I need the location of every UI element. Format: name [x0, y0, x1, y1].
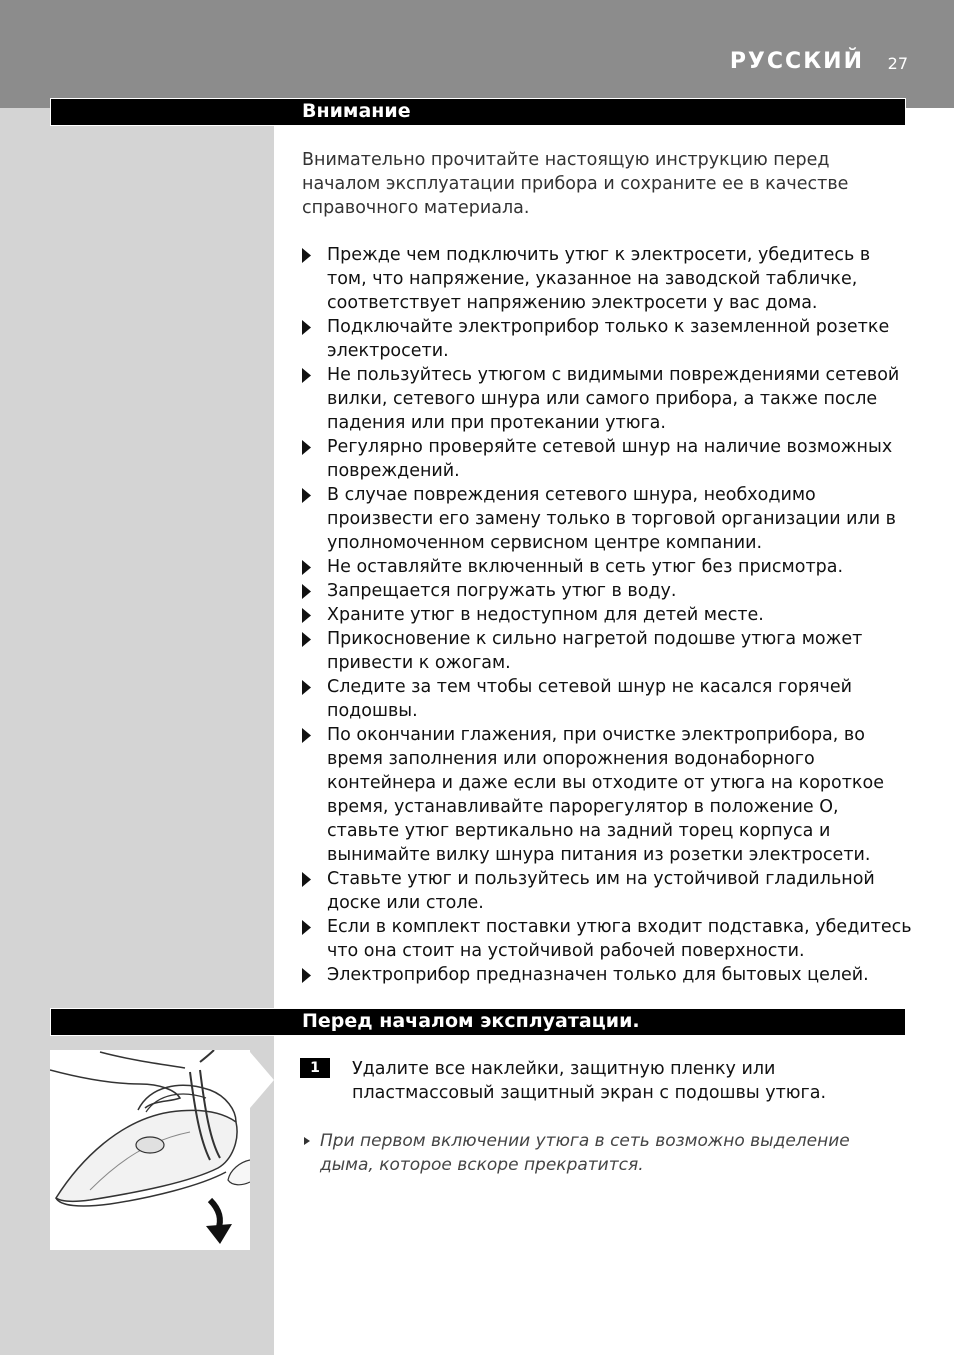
bullet-icon [302, 440, 311, 455]
warnings-list [300, 243, 912, 987]
bullet-icon [302, 608, 311, 623]
bullet-icon [302, 488, 311, 503]
illustration-pointer [250, 1052, 274, 1108]
page-number: 27 [887, 54, 908, 73]
list-item: Регулярно проверяйте сетевой шнур на наличие возможных повреждений. [300, 435, 912, 483]
list-item: Электроприбор предназначен только для бытовых целей. [300, 963, 912, 987]
bullet-icon [302, 968, 311, 983]
bullet-icon [302, 248, 311, 263]
language-label: РУССКИЙ [729, 49, 864, 74]
bullet-icon [302, 560, 311, 575]
bullet-icon [302, 680, 311, 695]
list-item: Запрещается погружать утюг в воду. [300, 579, 912, 603]
note-arrow-icon [304, 1137, 310, 1145]
bullet-icon [302, 920, 311, 935]
list-item: Если в комплект поставки утюга входит подставка, убедитесь что она стоит на устойчивой рабочей поверхности. [300, 915, 912, 963]
list-item: Ставьте утюг и пользуйтесь им на устойчивой гладильной доске или столе. [300, 867, 912, 915]
intro-paragraph: Внимательно прочитайте настоящую инструкцию перед началом эксплуатации прибора и сохраните ее в качестве справочного материала. [302, 150, 849, 218]
iron-drawing-icon [50, 1050, 250, 1250]
list-item: Не пользуйтесь утюгом с видимыми повреждениями сетевой вилки, сетевого шнура или самого прибора, а также после падения или при протекании утюга. [300, 363, 912, 435]
section-bar-attention [50, 98, 906, 126]
bullet-icon [302, 368, 311, 383]
step-text: Удалите все наклейки, защитную пленку или пластмассовый защитный экран с подошвы утюга. [352, 1059, 827, 1103]
list-item: Прежде чем подключить утюг к электросети, убедитесь в том, что напряжение, указанное на заводской табличке, соответствует напряжению электросети у вас дома. [300, 243, 912, 315]
step-number: 1 [300, 1058, 330, 1078]
list-item: Не оставляйте включенный в сеть утюг без присмотра. [300, 555, 912, 579]
section-title-before-use: Перед началом эксплуатации. [302, 1010, 640, 1032]
list-item: Следите за тем чтобы сетевой шнур не касался горячей подошвы. [300, 675, 912, 723]
bullet-icon [302, 872, 311, 887]
list-item: Храните утюг в недоступном для детей месте. [300, 603, 912, 627]
bullet-icon [302, 584, 311, 599]
section-bar-before-use [50, 1008, 906, 1036]
bullet-icon [302, 320, 311, 335]
section-title-attention: Внимание [302, 100, 411, 122]
list-item: Прикосновение к сильно нагретой подошве утюга может привести к ожогам. [300, 627, 912, 675]
list-item: Подключайте электроприбор только к заземленной розетке электросети. [300, 315, 912, 363]
bullet-icon [302, 728, 311, 743]
list-item: В случае повреждения сетевого шнура, необходимо произвести его замену только в торговой организации или в уполномоченном сервисном центре компании. [300, 483, 912, 555]
note-text: При первом включении утюга в сеть возможно выделение дыма, которое вскоре прекратится. [320, 1131, 850, 1175]
iron-illustration [50, 1050, 250, 1250]
bullet-icon [302, 632, 311, 647]
list-item: По окончании глажения, при очистке электроприбора, во время заполнения или опорожнения водонаборного контейнера и даже если вы отходите от утюга на короткое время, устанавливайте парорегулятор в положение O, ставьте утюг вертикально на задний торец корпуса и вынимайте вилку шнура питания из розетки электросети. [300, 723, 912, 867]
